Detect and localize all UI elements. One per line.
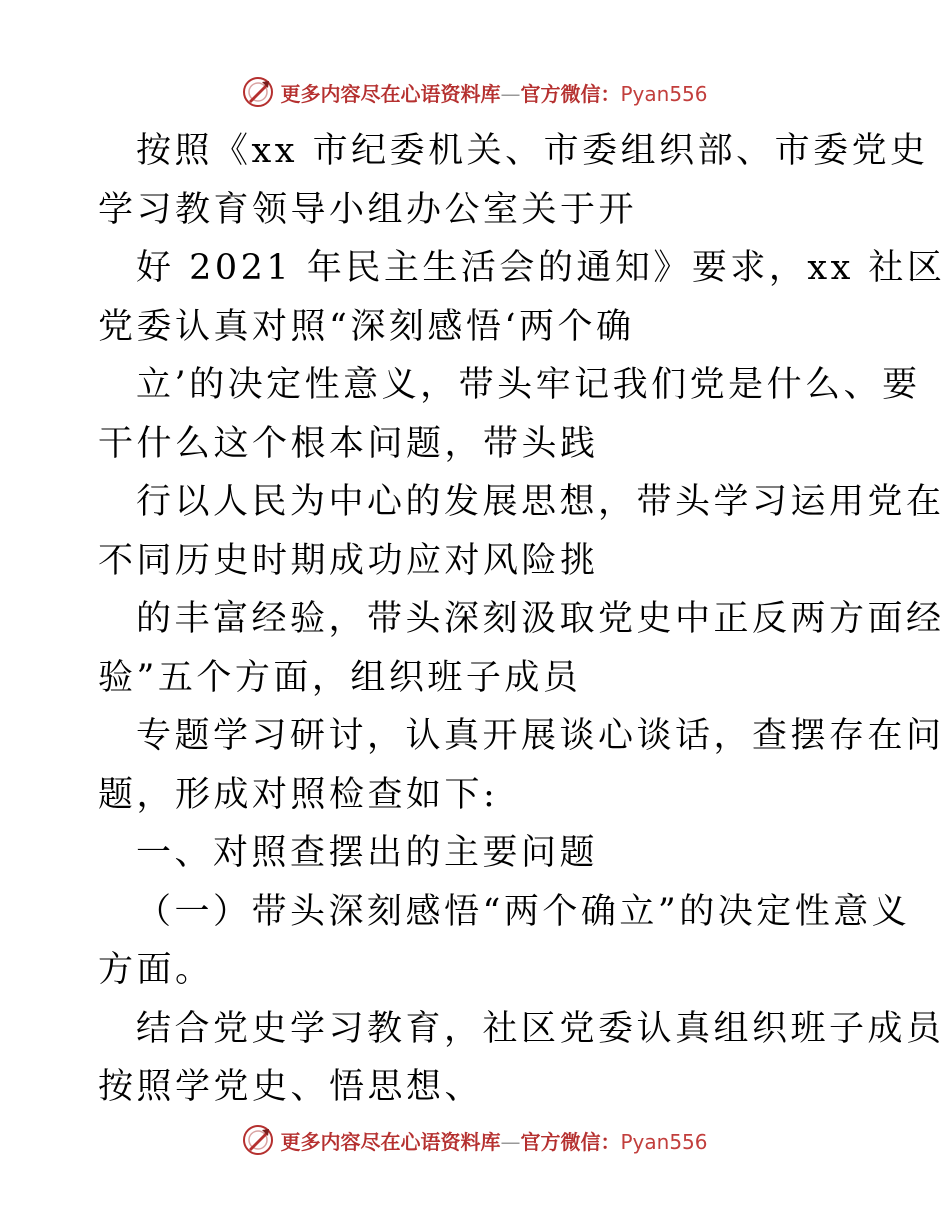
watermark-separator: — (500, 81, 521, 106)
text-line: 行以人民为中心的发展思想，带头学习运用党在 (136, 482, 945, 522)
text-line: 方面。 (98, 950, 214, 990)
watermark-wechat-label: 官方微信： (520, 81, 621, 106)
text-line: 好 2021 年民主生活会的通知》要求，xx 社区 (136, 248, 946, 288)
watermark-separator: — (500, 1129, 521, 1154)
text-line: 专题学习研讨，认真开展谈心谈话，查摆存在问 (136, 716, 945, 756)
header-watermark (0, 72, 950, 112)
quill-pen-logo-icon (242, 1124, 274, 1156)
watermark-wechat-id: Pyan556 (620, 1129, 708, 1154)
document-body (98, 122, 946, 1117)
text-line: 立’的决定性意义，带头牢记我们党是什么、要 (136, 365, 921, 405)
footer-watermark (0, 1120, 950, 1160)
text-line: 验”五个方面，组织班子成员 (98, 657, 582, 698)
watermark-main-text: 更多内容尽在心语资料库 (280, 81, 501, 106)
watermark-wechat-label: 官方微信： (520, 1129, 621, 1154)
quill-pen-logo-icon (242, 76, 274, 108)
text-line: 不同历史时期成功应对风险挑 (98, 540, 599, 581)
section-heading: 一、对照查摆出的主要问题 (136, 833, 599, 873)
text-line: 学习教育领导小组办公室关于开 (98, 189, 638, 230)
watermark-text (280, 1126, 707, 1155)
subsection-heading: （一）带头深刻感悟“两个确立”的决定性意义 (136, 891, 911, 932)
text-line: 结合党史学习教育，社区党委认真组织班子成员 (136, 1008, 945, 1049)
watermark-wechat-id: Pyan556 (620, 81, 708, 106)
text-line: 按照学党史、悟思想、 (98, 1067, 484, 1107)
text-line: 题，形成对照检查如下: (98, 774, 499, 815)
text-line: 按照《xx 市纪委机关、市委组织部、市委党史 (136, 131, 929, 171)
watermark-main-text: 更多内容尽在心语资料库 (280, 1129, 501, 1154)
text-line: 干什么这个根本问题，带头践 (98, 423, 599, 464)
watermark-text (280, 78, 707, 107)
text-line: 的丰富经验，带头深刻汲取党史中正反两方面经 (136, 599, 945, 639)
text-line: 党委认真对照“深刻感悟‘两个确 (98, 306, 635, 347)
